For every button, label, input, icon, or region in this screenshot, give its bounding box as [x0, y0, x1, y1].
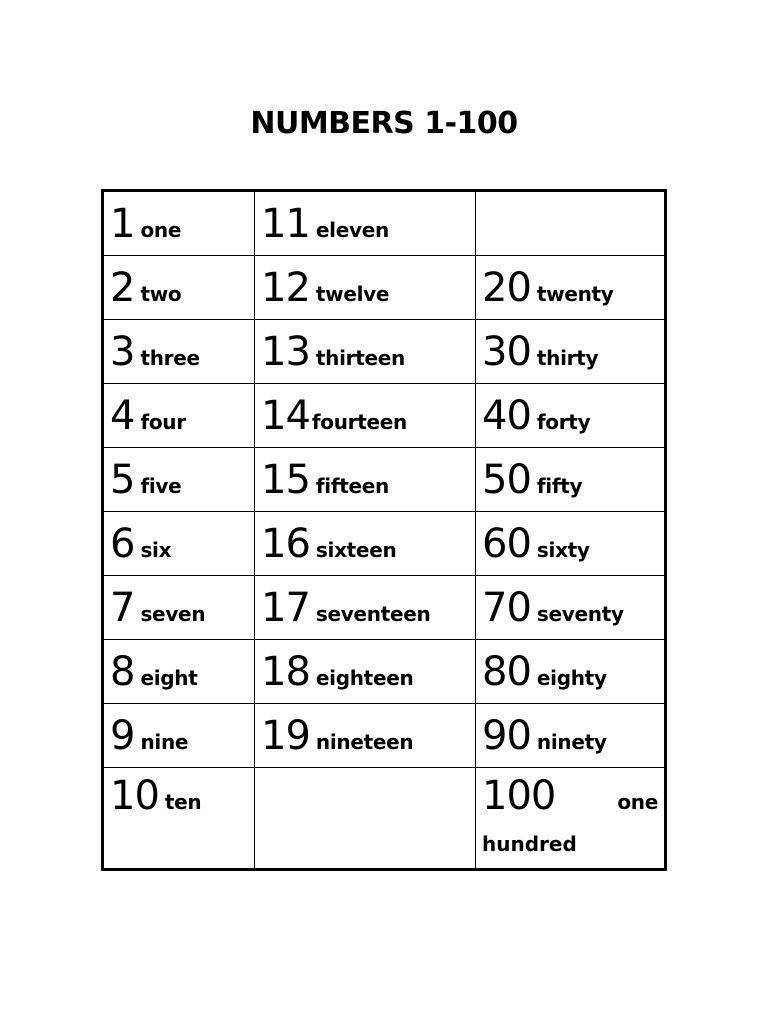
number-cell — [103, 384, 255, 448]
number-cell — [255, 576, 476, 640]
number-cell — [103, 640, 255, 704]
number-cell — [103, 512, 255, 576]
table-row — [103, 448, 666, 512]
number-word-continued: hundred — [482, 832, 577, 856]
number-cell — [255, 704, 476, 768]
number-digit: 8 — [110, 648, 135, 695]
number-word: eighteen — [315, 665, 414, 690]
number-digit: 5 — [110, 456, 135, 503]
number-digit: 70 — [482, 584, 531, 631]
number-cell — [476, 640, 666, 704]
number-digit: 13 — [261, 328, 310, 375]
number-cell — [476, 384, 666, 448]
number-word: fourteen — [311, 409, 407, 434]
empty-cell — [476, 191, 666, 256]
number-cell — [103, 448, 255, 512]
number-word: seven — [140, 601, 206, 626]
table-row — [103, 191, 666, 256]
number-digit: 17 — [261, 584, 310, 631]
number-word: twenty — [536, 281, 614, 306]
number-word: ninety — [536, 729, 607, 754]
number-digit: 100 — [482, 773, 556, 819]
number-digit: 80 — [482, 648, 531, 695]
number-word: three — [140, 345, 200, 370]
number-digit: 18 — [261, 648, 310, 695]
number-word: forty — [536, 409, 591, 434]
number-cell — [255, 320, 476, 384]
number-digit: 7 — [110, 584, 135, 631]
number-word: six — [140, 537, 172, 562]
number-word: eight — [140, 665, 198, 690]
page-title: NUMBERS 1-100 — [250, 106, 518, 141]
number-digit: 6 — [110, 520, 135, 567]
number-digit: 19 — [261, 712, 310, 759]
empty-cell — [255, 768, 476, 870]
table-row — [103, 512, 666, 576]
number-cell — [476, 320, 666, 384]
number-digit: 10 — [110, 773, 159, 819]
number-word: nine — [140, 729, 189, 754]
numbers-table — [101, 189, 667, 871]
number-word: two — [140, 281, 182, 306]
number-word: eighty — [536, 665, 607, 690]
number-digit: 9 — [110, 712, 135, 759]
table-row — [103, 640, 666, 704]
table-row — [103, 704, 666, 768]
number-digit: 11 — [261, 200, 310, 247]
number-word: seventeen — [315, 601, 431, 626]
number-word: ten — [164, 790, 202, 814]
number-digit: 30 — [482, 328, 531, 375]
number-cell — [255, 448, 476, 512]
number-digit: 90 — [482, 712, 531, 759]
number-cell — [103, 191, 255, 256]
number-digit: 20 — [482, 264, 531, 311]
number-cell — [255, 384, 476, 448]
number-cell — [103, 576, 255, 640]
number-digit: 60 — [482, 520, 531, 567]
number-digit: 14 — [261, 392, 310, 439]
number-word: thirty — [536, 345, 599, 370]
table-row — [103, 384, 666, 448]
hundred-line — [482, 773, 664, 819]
number-word: sixteen — [315, 537, 397, 562]
number-cell — [476, 448, 666, 512]
number-digit: 16 — [261, 520, 310, 567]
number-cell — [255, 256, 476, 320]
number-cell — [255, 640, 476, 704]
number-cell — [103, 768, 255, 870]
number-word: nineteen — [315, 729, 414, 754]
number-word: seventy — [536, 601, 624, 626]
number-cell — [103, 256, 255, 320]
table-row — [103, 320, 666, 384]
number-word: fifteen — [315, 473, 389, 498]
number-digit: 1 — [110, 200, 135, 247]
table-row — [103, 768, 666, 870]
table-row — [103, 256, 666, 320]
number-digit: 40 — [482, 392, 531, 439]
number-cell — [476, 512, 666, 576]
number-cell — [255, 191, 476, 256]
number-word: twelve — [315, 281, 390, 306]
number-digit: 12 — [261, 264, 310, 311]
number-word: fifty — [536, 473, 583, 498]
number-cell — [476, 704, 666, 768]
number-cell — [255, 512, 476, 576]
number-digit: 3 — [110, 328, 135, 375]
number-digit: 4 — [110, 392, 135, 439]
number-word: one — [617, 790, 658, 814]
number-cell-hundred — [476, 768, 666, 870]
number-word: thirteen — [315, 345, 405, 370]
number-cell — [476, 256, 666, 320]
number-cell — [103, 320, 255, 384]
number-word: four — [140, 409, 186, 434]
number-word: eleven — [315, 217, 389, 242]
number-digit: 50 — [482, 456, 531, 503]
number-word: five — [140, 473, 182, 498]
number-digit: 15 — [261, 456, 310, 503]
number-cell — [103, 704, 255, 768]
number-word: sixty — [536, 537, 590, 562]
number-word: one — [140, 217, 182, 242]
table-row — [103, 576, 666, 640]
number-cell — [476, 576, 666, 640]
number-digit: 2 — [110, 264, 135, 311]
